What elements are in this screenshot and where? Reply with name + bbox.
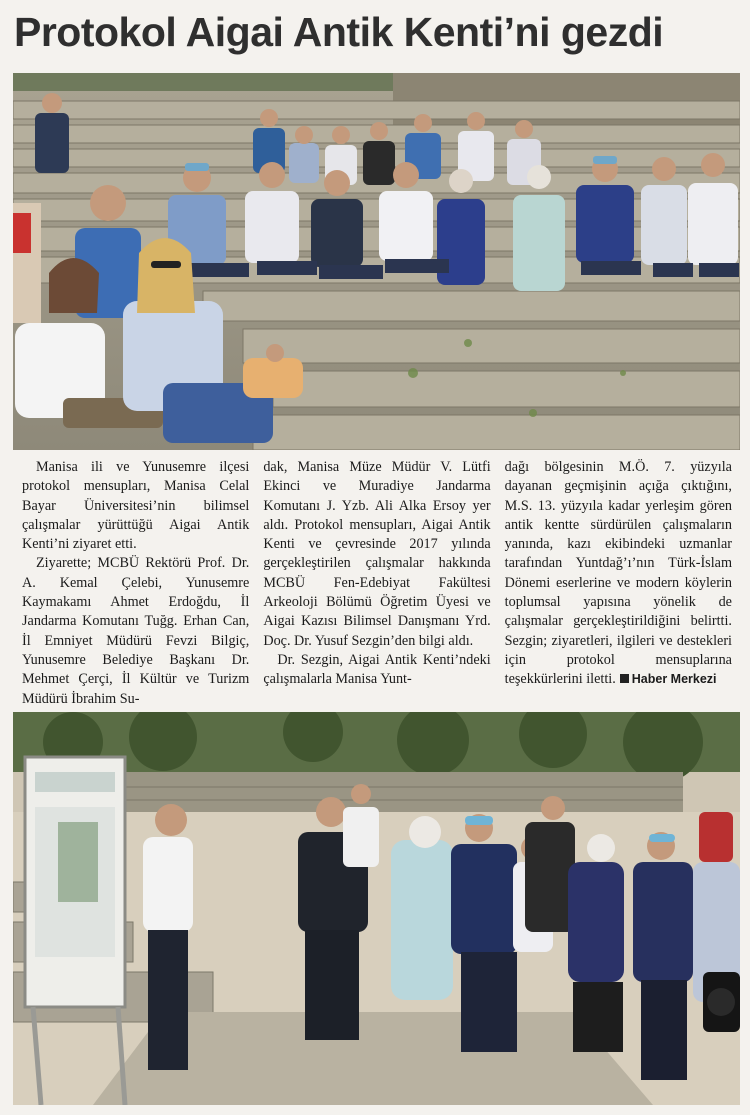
group-photo-theatre [13,73,740,450]
article-paragraph: Dr. Sezgin, Aigai Antik Kenti’ndeki çalışmalarla Manisa Yunt- [263,651,491,688]
article-paragraph [505,458,732,690]
article-body [22,458,732,707]
article-headline: Protokol Aigai Antik Kenti’ni gezdi [14,9,664,55]
article-paragraph-text: dağı bölgesinin M.Ö. 7. yüzyıla dayanan geçmişinin açığa çıktığını, M.S. 13. yüzyıla kadar yerleşim gören antik kentte sürdürülen çalışmaların yanında, kazı ekibindeki uzmanlar tarafından Yuntdağ’ı’nın Türk-İslam Dönemi eserlerine ve modern köylerin toplumsal yapısına yönelik de çalışmalar gerçekleştirildiğini belirtti. Sezgin; ziyaretleri, ilgileri ve destekleri için protokol mensuplarına teşekkürlerini iletti. [504,459,732,688]
article-paragraph: Manisa ili ve Yunusemre ilçesi protokol mensupları, Manisa Celal Bayar Üniversitesi’nin bilimsel çalışmalar yürüttüğü Aigai Antik Kenti’ni ziyaret etti. [22,459,250,553]
article-paragraph: dak, Manisa Müze Müdür V. Lütfi Ekinci ve Muradiye Jandarma Komutanı J. Yzb. Ali Alka Ersoy yer aldı. Protokol mensupları, Aigai Antik Kenti ve çevresinde 2017 yılında gerçekleştirilen çalışmalar hakkında MCBÜ Fen-Edebiyat Fakültesi Arkeoloji Bölümü Öğretim Üyesi ve Aigai Kazısı Bilimsel Danışmanı Yrd. Doç. Dr. Yusuf Sezgin’den bilgi aldı. [263,459,491,649]
article-paragraph: Ziyarette; MCBÜ Rektörü Prof. Dr. A. Kemal Çelebi, Yunusemre Kaymakamı Ahmet Erdoğdu, İl Jandarma Komutanı Tuğg. Erhan Can, İl Emniyet Müdürü Fevzi Bilgiç, Yunusemre Belediye Başkanı Dr. Mehmet Çerçi, İl Kültür ve Turizm Müdürü İbrahim Su- [22,555,250,707]
byline-square-icon [620,674,629,683]
group-photo-site-visit [13,712,740,1105]
article-column-2 [263,458,490,694]
article-column-3 [505,458,732,694]
article-column-1 [22,458,250,707]
article-byline: Haber Merkezi [631,672,717,687]
